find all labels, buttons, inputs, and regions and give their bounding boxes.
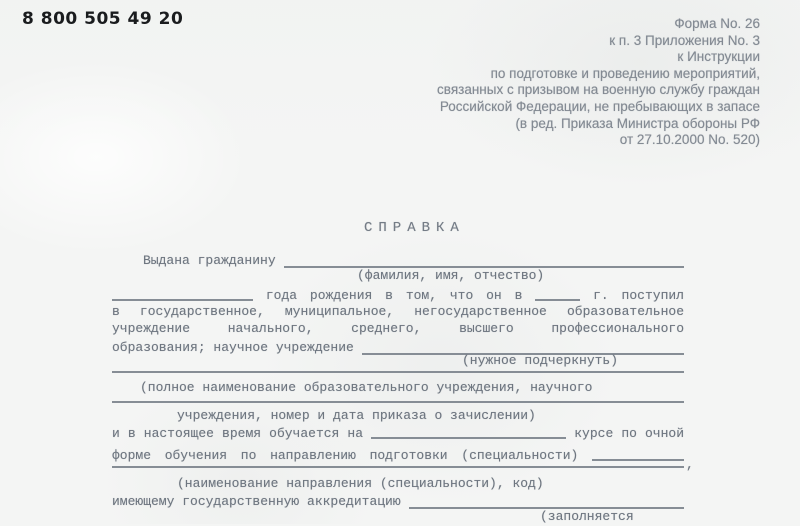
header-line: Российской Федерации, не пребывающих в запасе: [439, 98, 760, 114]
caption-institution-name: (полное наименование образовательного учреждения, научного: [140, 380, 593, 395]
trailing-comma: ,: [686, 457, 694, 472]
accreditation-text: имеющему государственную аккредитацию: [112, 494, 401, 509]
header-line: связанных с призывом на военную службу граждан: [437, 82, 760, 98]
specialty-line: [112, 446, 684, 463]
institution-name-rule-1: [112, 371, 684, 373]
institution-name-rule-2: [112, 401, 684, 403]
blank-year-field: [535, 286, 580, 301]
header-line: (в ред. Приказа Министра обороны РФ: [515, 115, 760, 131]
header-line: Форма No. 26: [674, 16, 760, 31]
caption-underline-note: (нужное подчеркнуть): [462, 353, 619, 368]
caption-fullname: (фамилия, имя, отчество): [357, 268, 545, 283]
institution-text: образования; научное учреждение: [112, 340, 354, 355]
header-line: к Инструкции: [677, 49, 760, 65]
caption-enrollment-order: учреждения, номер и дата приказа о зачислении): [177, 408, 536, 423]
blank-fullname-field: [284, 251, 684, 268]
caption-specialty-code: (наименование направления (специальности), код): [177, 476, 544, 491]
birth-text: года рождения в том, что он в: [265, 288, 523, 303]
header-line: по подготовке и проведению мероприятий,: [490, 65, 760, 81]
caption-filled-in: (заполняется: [540, 509, 634, 524]
study-text-end: курсе по очной: [574, 426, 685, 441]
birthdate-line: [112, 286, 684, 303]
certificate-body: [112, 250, 694, 524]
institution-type-line-1: в государственное, муниципальное, негосударственное образовательное: [112, 304, 684, 319]
issued-to-label: Выдана гражданину: [143, 253, 276, 268]
issued-to-line: [112, 251, 684, 268]
blank-course-field: [371, 424, 566, 439]
form-reference-header: [437, 16, 760, 149]
header-line: к п. 3 Приложения No. 3: [609, 32, 760, 48]
accreditation-line: [112, 492, 684, 509]
certificate-title: СПРАВКА: [364, 220, 465, 236]
specialty-continuation-rule: [112, 466, 684, 468]
birth-text-end: г. поступил: [593, 288, 684, 303]
header-line: от 27.10.2000 No. 520): [619, 132, 760, 148]
current-study-line: [112, 424, 684, 441]
blank-specialty-field: [592, 446, 684, 461]
phone-watermark: 8 800 505 49 20: [22, 9, 184, 29]
study-text: и в настоящее время обучается на: [112, 426, 364, 441]
blank-accreditation-field: [409, 492, 684, 509]
specialty-text: форме обучения по направлению подготовки (специальности): [112, 448, 579, 463]
blank-birthyear-field: [112, 286, 253, 301]
institution-type-line-2: учреждение начального, среднего, высшего профессионального: [112, 321, 684, 336]
